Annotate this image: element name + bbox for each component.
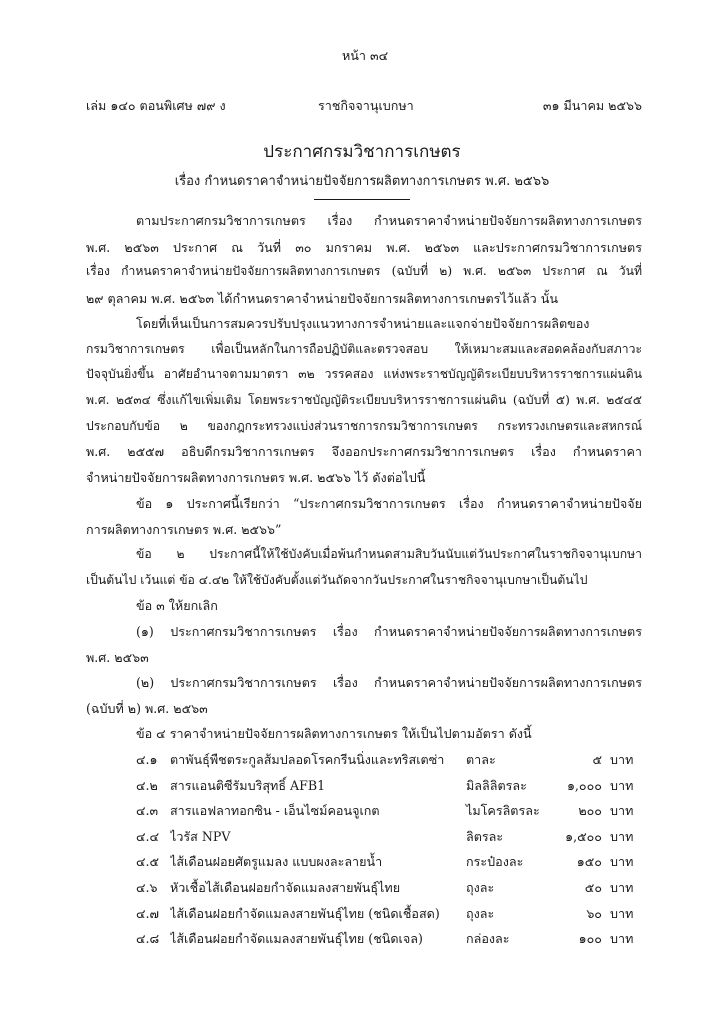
announcement-title: ประกาศกรมวิชาการเกษตร: [263, 142, 461, 162]
item-currency: บาท: [610, 778, 634, 793]
item-number: ๔.๑: [136, 752, 158, 767]
item-currency: บาท: [610, 906, 634, 921]
item-unit: กล่องละ: [466, 931, 510, 946]
gazette-date: ๓๑ มีนาคม ๒๕๖๖: [542, 98, 642, 113]
item-unit: กระป๋องละ: [466, 854, 524, 869]
body-line: จำหน่ายปัจจัยการผลิตทางการเกษตร พ.ศ. ๒๕๖๖ ไว้ ดังต่อไปนี้: [86, 470, 426, 485]
item-price: ๑๐๐: [578, 931, 602, 946]
item-number: ๔.๖: [136, 880, 158, 895]
item-unit: ถุงละ: [466, 906, 495, 921]
body-line: ๒๙ ตุลาคม พ.ศ. ๒๕๖๓ ได้กำหนดราคาจำหน่ายปัจจัยการผลิตทางการเกษตรไว้แล้ว นั้น: [86, 291, 558, 306]
item-name: สารแอนติซีรัมบริสุทธิ์ AFB1: [170, 778, 326, 793]
item-number: ๔.๗: [136, 906, 160, 921]
item-number: ๔.๘: [136, 931, 160, 946]
body-line: ตามประกาศกรมวิชาการเกษตร เรื่อง กำหนดราคาจำหน่ายปัจจัยการผลิตทางการเกษตร: [136, 213, 642, 228]
body-line: กรมวิชาการเกษตร เพื่อเป็นหลักในการถือปฏิบัติและตรวจสอบ ให้เหมาะสมและสอดคล้องกับสภาวะ: [86, 342, 642, 356]
item-name: สารแอฟลาทอกซิน - เอ็นไซม์คอนจูเกต: [170, 803, 380, 818]
item-name: ไวรัส NPV: [170, 829, 231, 844]
gazette-name: ราชกิจจานุเบกษา: [318, 98, 414, 113]
item-unit: มิลลิลิตรละ: [466, 778, 527, 793]
clause-4: ข้อ ๔ ราคาจำหน่ายปัจจัยการผลิตทางการเกษตร ให้เป็นไปตามอัตรา ดังนี้: [136, 726, 532, 741]
item-number: ๔.๕: [136, 854, 160, 869]
repealed-item-2: (๒) ประกาศกรมวิชาการเกษตร เรื่อง กำหนดราคาจำหน่ายปัจจัยการผลิตทางการเกษตร: [136, 675, 642, 690]
body-line: เรื่อง กำหนดราคาจำหน่ายปัจจัยการผลิตทางการเกษตร (ฉบับที่ ๒) พ.ศ. ๒๕๖๓ ประกาศ ณ วันที่: [86, 264, 642, 278]
item-number: ๔.๔: [136, 829, 160, 844]
body-line: พ.ศ. ๒๕๕๗ อธิบดีกรมวิชาการเกษตร จึงออกประกาศกรมวิชาการเกษตร เรื่อง กำหนดราคา: [86, 444, 642, 459]
body-line: ปัจจุบันยิ่งขึ้น อาศัยอำนาจตามมาตรา ๓๒ วรรคสอง แห่งพระราชบัญญัติระเบียบบริหารราชการแผ่นดิน: [86, 367, 642, 381]
item-price: ๑,๕๐๐: [565, 829, 602, 844]
repealed-item-1: (๑) ประกาศกรมวิชาการเกษตร เรื่อง กำหนดราคาจำหน่ายปัจจัยการผลิตทางการเกษตร: [136, 624, 642, 639]
item-name: หัวเชื้อไส้เดือนฝอยกำจัดแมลงสายพันธุ์ไทย: [170, 880, 401, 895]
title-divider: [314, 199, 410, 200]
item-name: ไส้เดือนฝอยศัตรูแมลง แบบผงละลายน้ำ: [170, 854, 383, 869]
body-line: พ.ศ. ๒๕๖๓ ประกาศ ณ วันที่ ๓๐ มกราคม พ.ศ. ๒๕๖๓ และประกาศกรมวิชาการเกษตร: [86, 240, 642, 255]
body-line: พ.ศ. ๒๕๖๓: [86, 650, 149, 665]
item-currency: บาท: [610, 752, 634, 767]
item-currency: บาท: [610, 854, 634, 869]
item-name: ตาพันธุ์พืชตระกูลส้มปลอดโรคกรีนนิ่งและทริสเตซ่า: [170, 752, 445, 767]
body-line: การผลิตทางการเกษตร พ.ศ. ๒๕๖๖”: [86, 522, 282, 537]
gazette-volume: เล่ม ๑๔๐ ตอนพิเศษ ๗๙ ง: [86, 98, 226, 113]
clause-1: ข้อ ๑ ประกาศนี้เรียกว่า “ประกาศกรมวิชาการเกษตร เรื่อง กำหนดราคาจำหน่ายปัจจัย: [136, 496, 642, 511]
item-price: ๖๐: [586, 906, 602, 921]
body-line: พ.ศ. ๒๕๓๔ ซึ่งแก้ไขเพิ่มเติม โดยพระราชบัญญัติระเบียบบริหารราชการแผ่นดิน (ฉบับที่ ๕) พ.ศ. ๒๕๔๕: [86, 393, 642, 407]
item-price: ๑,๐๐๐: [566, 778, 602, 793]
body-line: ประกอบกับข้อ ๒ ของกฎกระทรวงแบ่งส่วนราชการกรมวิชาการเกษตร กระทรวงเกษตรและสหกรณ์: [86, 419, 642, 433]
item-price: ๕: [592, 752, 602, 767]
item-unit: ไมโครลิตรละ: [466, 803, 540, 818]
body-line: โดยที่เห็นเป็นการสมควรปรับปรุงแนวทางการจำหน่ายและแจกจ่ายปัจจัยการผลิตของ: [136, 316, 590, 331]
item-name: ไส้เดือนฝอยกำจัดแมลงสายพันธุ์ไทย (ชนิดเจล): [170, 931, 423, 946]
clause-3: ข้อ ๓ ให้ยกเลิก: [136, 598, 218, 613]
item-currency: บาท: [610, 829, 634, 844]
item-name: ไส้เดือนฝอยกำจัดแมลงสายพันธุ์ไทย (ชนิดเชื้อสด): [170, 906, 440, 921]
item-unit: ตาละ: [466, 752, 496, 767]
item-number: ๔.๒: [136, 778, 158, 793]
item-price: ๒๐๐: [578, 803, 602, 818]
item-currency: บาท: [610, 880, 634, 895]
clause-2: ข้อ ๒ ประกาศนี้ให้ใช้บังคับเมื่อพ้นกำหนดสามสิบวันนับแต่วันประกาศในราชกิจจานุเบกษา: [136, 547, 642, 561]
item-price: ๑๕๐: [576, 854, 602, 869]
item-unit: ถุงละ: [466, 880, 495, 895]
page-number: หน้า ๓๔: [342, 48, 389, 63]
item-price: ๕๐: [584, 880, 602, 895]
item-unit: ลิตรละ: [466, 829, 504, 844]
body-line: เป็นต้นไป เว้นแต่ ข้อ ๔.๔๒ ให้ใช้บังคับตั้งแต่วันถัดจากวันประกาศในราชกิจจานุเบกษาเป็นต้นไป: [86, 573, 588, 587]
body-line: (ฉบับที่ ๒) พ.ศ. ๒๕๖๓: [86, 701, 208, 716]
item-currency: บาท: [610, 803, 634, 818]
announcement-subject: เรื่อง กำหนดราคาจำหน่ายปัจจัยการผลิตทางการเกษตร พ.ศ. ๒๕๖๖: [174, 174, 550, 189]
item-currency: บาท: [610, 931, 634, 946]
item-number: ๔.๓: [136, 803, 159, 818]
